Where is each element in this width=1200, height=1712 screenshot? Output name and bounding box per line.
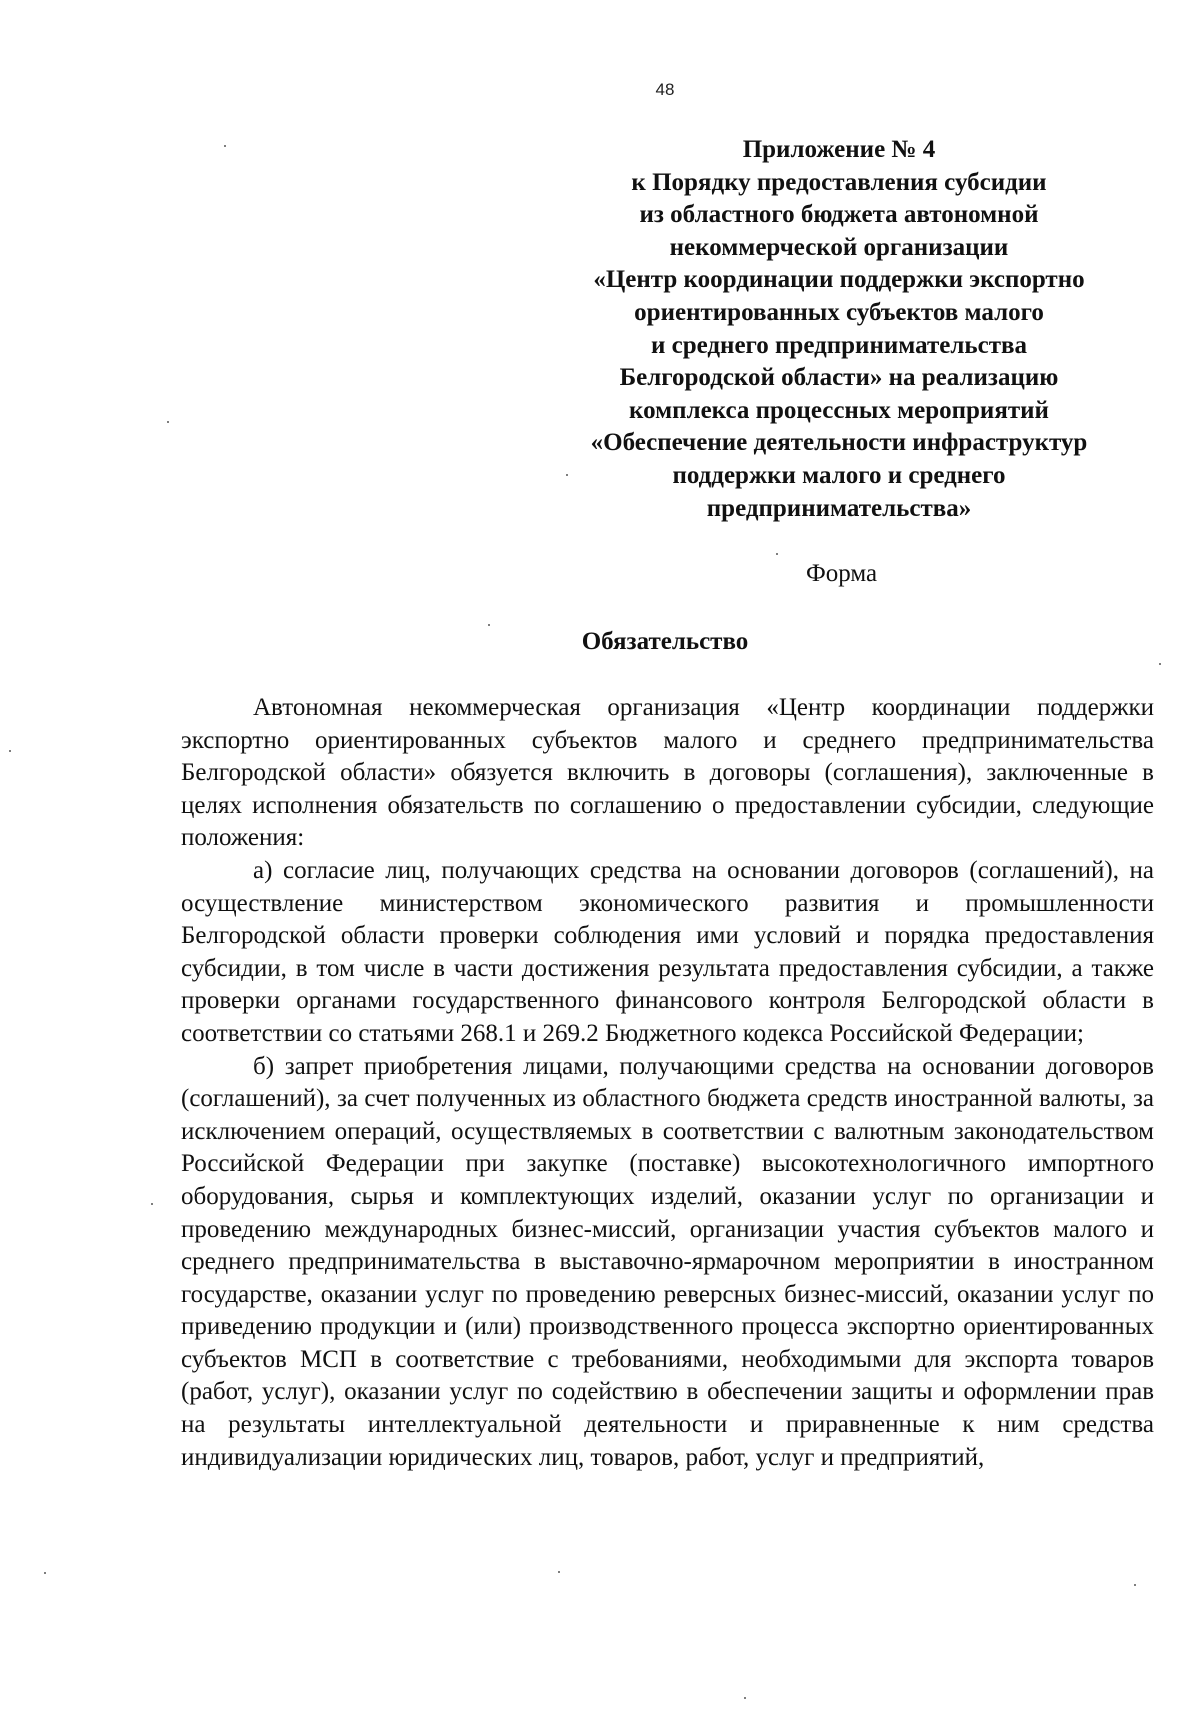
- scan-speck: [44, 1572, 46, 1574]
- appendix-line: к Порядку предоставления субсидии: [631, 168, 1047, 196]
- appendix-line: «Обеспечение деятельности инфраструктур: [590, 429, 1088, 457]
- appendix-line: из областного бюджета автономной: [639, 201, 1039, 229]
- appendix-line: Приложение № 4: [742, 136, 936, 163]
- scan-speck: [1134, 1584, 1136, 1586]
- scan-speck: [1159, 663, 1161, 665]
- appendix-line: поддержки малого и среднего: [672, 461, 1006, 489]
- scan-speck: [224, 145, 226, 147]
- scan-speck: [488, 624, 490, 626]
- scan-speck: [776, 553, 778, 555]
- scan-speck: [151, 1203, 153, 1205]
- form-label: Форма: [806, 560, 878, 587]
- scan-speck: [9, 750, 11, 752]
- appendix-header: [540, 134, 1138, 525]
- appendix-line: предпринимательства»: [706, 494, 972, 522]
- page-number: 48: [655, 80, 675, 99]
- appendix-line: Белгородской области» на реализацию: [619, 364, 1059, 392]
- appendix-line: ориентированных субъектов малого: [634, 298, 1044, 326]
- paragraph-clause-b: б) запрет приобретения лицами, получающими средства на основании договоров (соглашений), за счет полученных из областного бюджета средств иностранной валюты, за исключением операций, осуществляемых в соответствии с валютным законодательством Российской Федерации при закупке (поставке) высокотехнологичного импортного оборудования, сырья и комплектующих изделий, оказании услуг по организации и проведению международных бизнес-миссий, организации участия субъектов малого и среднего предпринимательства в выставочно-ярмарочном мероприятии в иностранном государстве, оказании услуг по проведению реверсных бизнес-миссий, оказании услуг по приведению продукции и (или) производственного процесса экспортно ориентированных субъектов МСП в соответствие с требованиями, необходимыми для экспорта товаров (работ, услуг), оказании услуг по содействию в обеспечении защиты и оформлении прав на результаты интеллектуальной деятельности и приравненные к ним средства индивидуализации юридических лиц, товаров, работ, услуг и предприятий,: [181, 1052, 1154, 1471]
- document-body: [181, 692, 1154, 1474]
- appendix-line: и среднего предпринимательства: [650, 331, 1027, 359]
- appendix-line: «Центр координации поддержки экспортно: [593, 266, 1085, 294]
- paragraph-clause-a: а) согласие лиц, получающих средства на основании договоров (соглашений), на осуществление министерством экономического развития и промышленности Белгородской области проверки соблюдения ими условий и порядка предоставления субсидии, в том числе в части достижения результата предоставления субсидии, а также проверки органами государственного финансового контроля Белгородской области в соответствии со статьями 268.1 и 269.2 Бюджетного кодекса Российской Федерации;: [181, 856, 1154, 1047]
- paragraph-intro: Автономная некоммерческая организация «Центр координации поддержки экспортно ориентированных субъектов малого и среднего предпринимательства Белгородской области» обязуется включить в договоры (соглашения), заключенные в целях исполнения обязательств по соглашению о предоставлении субсидии, следующие положения:: [181, 694, 1154, 852]
- scan-speck: [744, 1697, 746, 1699]
- scan-speck: [566, 474, 568, 476]
- scan-speck: [558, 1571, 560, 1573]
- scan-speck: [167, 421, 169, 423]
- appendix-line: комплекса процессных мероприятий: [629, 396, 1049, 424]
- appendix-line: некоммерческой организации: [669, 233, 1009, 261]
- document-title: Обязательство: [581, 628, 749, 655]
